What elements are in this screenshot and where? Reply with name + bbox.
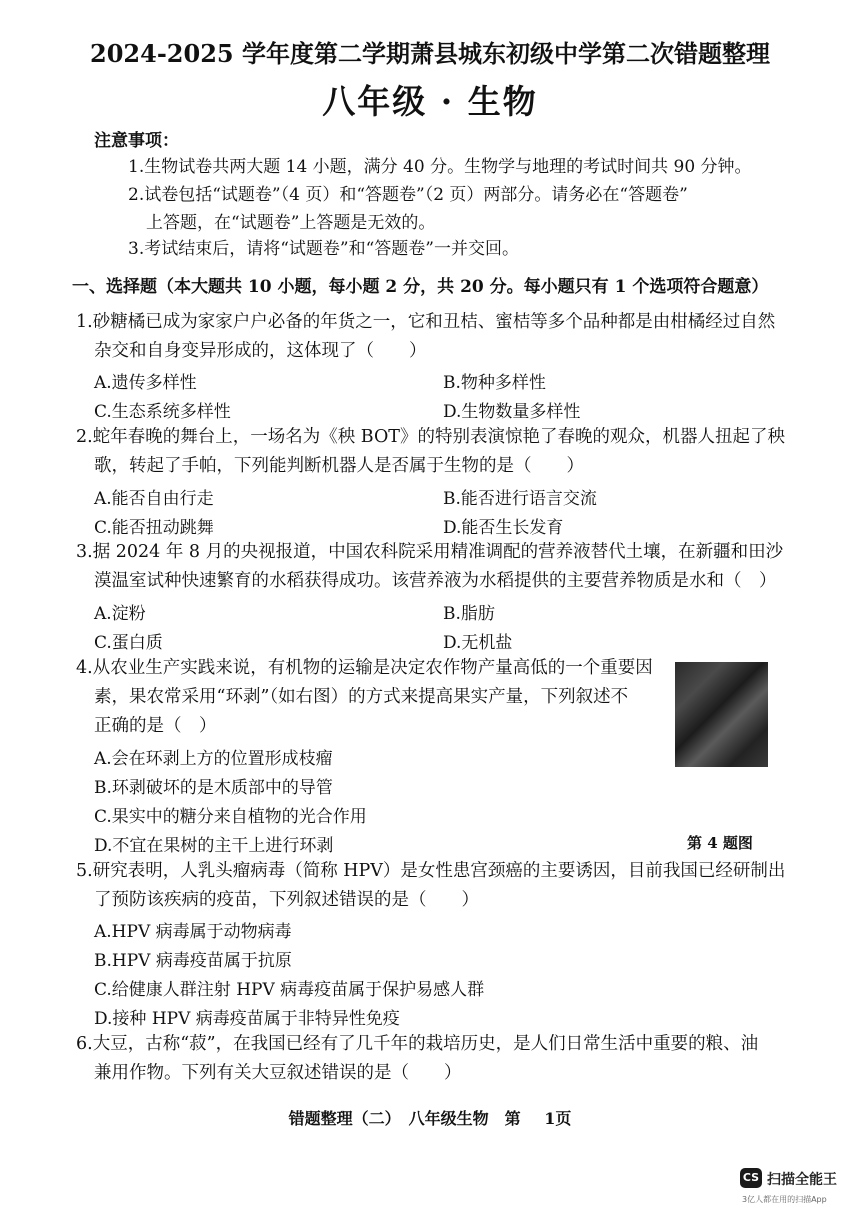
note-item: 1.生物试卷共两大题 14 小题，满分 40 分。生物学与地理的考试时间共 90 分钟。 [128,157,752,177]
question-3-option-c: C.蛋白质 [94,633,163,653]
watermark-name: 扫描全能王 [767,1172,837,1188]
scanner-watermark [740,1168,852,1208]
question-2-option-b: B.能否进行语言交流 [443,489,597,509]
question-1-option-a: A.遗传多样性 [94,373,197,393]
question-1-line: 1.砂糖橘已成为家家户户必备的年货之一，它和丑桔、蜜桔等多个品种都是由柑橘经过自然 [76,312,776,332]
question-4-line: 素，果农常采用“环剥”（如右图）的方式来提高果实产量，下列叙述不 [94,687,629,707]
girdling-photo [675,662,768,767]
question-2-option-c: C.能否扭动跳舞 [94,518,214,538]
question-2-line: 歌，转起了手帕，下列能判断机器人是否属于生物的是（ ） [94,456,584,476]
question-3-option-b: B.脂肪 [443,604,495,624]
question-4-option-b: B.环剥破坏的是木质部中的导管 [94,778,333,798]
question-5-option-a: A.HPV 病毒属于动物病毒 [94,922,292,942]
question-1-line: 杂交和自身变异形成的，这体现了（ ） [94,341,427,361]
notes-heading: 注意事项： [94,131,179,151]
question-1-option-c: C.生态系统多样性 [94,402,231,422]
question-4-option-a: A.会在环剥上方的位置形成枝瘤 [94,749,333,769]
cs-logo-icon: CS [740,1168,762,1188]
question-2-option-d: D.能否生长发育 [443,518,564,538]
question-5-option-d: D.接种 HPV 病毒疫苗属于非特异性免疫 [94,1009,400,1029]
note-item: 2.试卷包括“试题卷”（4 页）和“答题卷”（2 页）两部分。请务必在“答题卷” [128,185,688,205]
note-item: 上答题，在“试题卷”上答题是无效的。 [146,213,436,233]
question-3-option-d: D.无机盐 [443,633,513,653]
question-4-option-d: D.不宜在果树的主干上进行环剥 [94,836,334,856]
question-1-option-d: D.生物数量多样性 [443,402,581,422]
question-5-line: 了预防该疾病的疫苗，下列叙述错误的是（ ） [94,890,479,910]
figure-label: 第 4 题图 [687,834,753,852]
question-5-option-b: B.HPV 病毒疫苗属于抗原 [94,951,292,971]
question-6-line: 兼用作物。下列有关大豆叙述错误的是（ ） [94,1063,462,1083]
exam-subject: 八年级 · 生物 [322,82,538,121]
question-2-option-a: A.能否自由行走 [94,489,214,509]
exam-title: 2024-2025 学年度第二学期萧县城东初级中学第二次错题整理 [90,39,770,68]
question-4-option-c: C.果实中的糖分来自植物的光合作用 [94,807,367,827]
question-2-line: 2.蛇年春晚的舞台上，一场名为《秧 BOT》的特别表演惊艳了春晚的观众，机器人扭起了秧 [76,427,785,447]
question-4-line: 正确的是（ ） [94,716,217,736]
question-6-line: 6.大豆，古称“菽”，在我国已经有了几千年的栽培历史，是人们日常生活中重要的粮、油 [76,1034,759,1054]
watermark-tagline: 3亿人都在用的扫描App [742,1195,827,1204]
question-5-option-c: C.给健康人群注射 HPV 病毒疫苗属于保护易感人群 [94,980,485,1000]
note-item: 3.考试结束后，请将“试题卷”和“答题卷”一并交回。 [128,239,519,259]
page-footer: 错题整理（二） 八年级生物 第 1页 [288,1109,572,1128]
section-heading: 一、选择题（本大题共 10 小题，每小题 2 分，共 20 分。每小题只有 1 个选项符合题意） [72,277,769,297]
question-3-line: 3.据 2024 年 8 月的央视报道，中国农科院采用精准调配的营养液替代土壤，在新疆和田沙 [76,542,784,562]
question-3-line: 漠温室试种快速繁育的水稻获得成功。该营养液为水稻提供的主要营养物质是水和（ ） [94,571,777,591]
question-5-line: 5.研究表明，人乳头瘤病毒（简称 HPV）是女性患宫颈癌的主要诱因，目前我国已经研制出 [76,861,786,881]
question-3-option-a: A.淀粉 [94,604,146,624]
question-1-option-b: B.物种多样性 [443,373,546,393]
question-4-line: 4.从农业生产实践来说，有机物的运输是决定农作物产量高低的一个重要因 [76,658,653,678]
